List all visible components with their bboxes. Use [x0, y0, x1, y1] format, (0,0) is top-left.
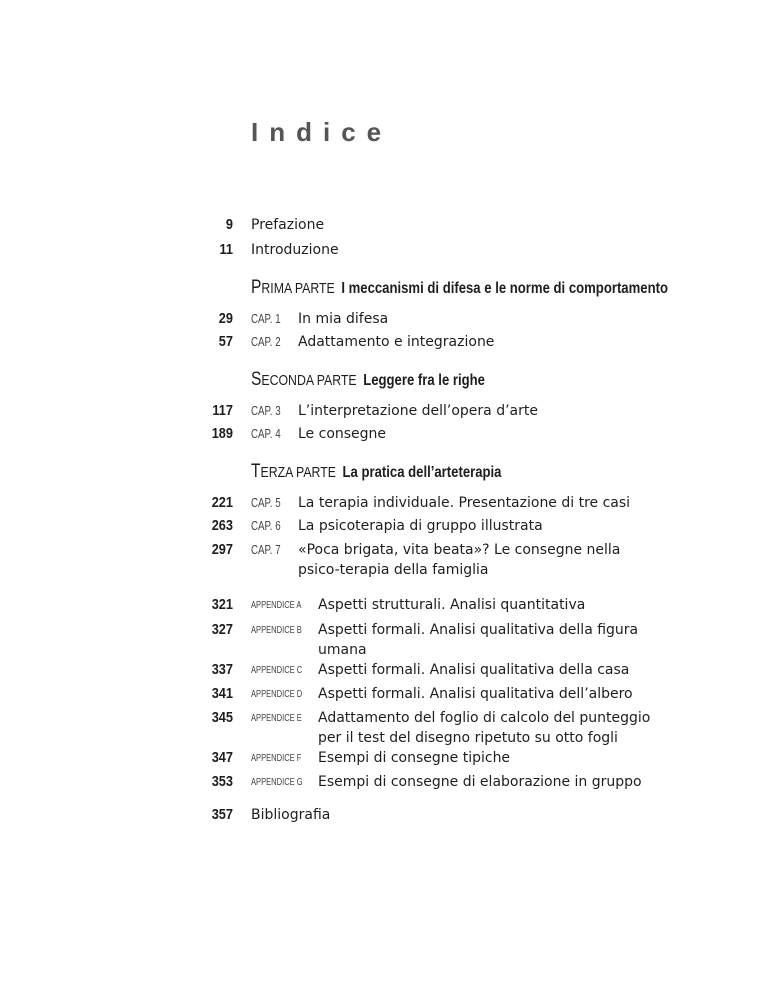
chapter-label: CAP. 6: [251, 519, 281, 533]
page-number: 221: [211, 495, 233, 511]
page-number: 29: [218, 311, 233, 327]
appendix-label: APPENDICE A: [251, 599, 302, 611]
entry-title: Introduzione: [251, 242, 339, 258]
page-number: 11: [219, 242, 233, 258]
entry-title: Prefazione: [251, 217, 325, 233]
entry-title: L’interpretazione dell’opera d’arte: [298, 403, 538, 419]
entry-title: La terapia individuale. Presentazione di tre casi: [298, 495, 631, 511]
part-label: SECONDA PARTE: [251, 369, 357, 390]
entry-title: Adattamento e integrazione: [298, 334, 495, 350]
entry-title: La psicoterapia di gruppo illustrata: [298, 518, 543, 534]
chapter-label: CAP. 2: [251, 335, 281, 349]
page-number: 189: [211, 426, 233, 442]
part-title: La pratica dell’arteterapia: [342, 464, 502, 481]
page-number: 353: [211, 774, 233, 790]
page-title: Indice: [251, 117, 393, 147]
page-number: 117: [212, 403, 233, 419]
entry-title: Adattamento del foglio di calcolo del punteggio per il test del disegno ripetuto su otto fogli: [318, 710, 651, 746]
chapter-label: CAP. 1: [251, 312, 281, 326]
entry-title: Esempi di consegne di elaborazione in gruppo: [318, 774, 642, 790]
page-number: 357: [211, 807, 233, 823]
page-number: 297: [211, 542, 233, 558]
part-heading-prima: [251, 277, 668, 299]
page-number: 327: [211, 622, 233, 638]
appendix-label: APPENDICE G: [251, 776, 303, 788]
entry-title: Aspetti formali. Analisi qualitativa della casa: [318, 662, 630, 678]
chapter-label: CAP. 4: [251, 427, 281, 441]
entry-title: Aspetti strutturali. Analisi quantitativa: [318, 597, 586, 613]
page-number: 337: [211, 662, 233, 678]
appendix-label: APPENDICE F: [251, 752, 302, 764]
entry-title: Aspetti formali. Analisi qualitativa dell’albero: [318, 686, 633, 702]
entry-title: Aspetti formali. Analisi qualitativa della figura umana: [318, 622, 639, 658]
appendix-label: APPENDICE D: [251, 688, 303, 700]
part-label: TERZA PARTE: [251, 461, 336, 482]
page-number: 57: [218, 334, 233, 350]
part-label: PRIMA PARTE: [251, 277, 335, 298]
page-number: 347: [211, 750, 233, 766]
part-title: Leggere fra le righe: [363, 372, 485, 389]
part-title: I meccanismi di difesa e le norme di comportamento: [341, 280, 668, 297]
appendix-label: APPENDICE B: [251, 624, 302, 636]
page-number: 345: [211, 710, 233, 726]
entry-title: Bibliografia: [251, 807, 331, 823]
page-number: 321: [211, 597, 233, 613]
page-number: 263: [211, 518, 233, 534]
page-number: 9: [225, 217, 233, 233]
entry-title: Le consegne: [298, 426, 387, 442]
entry-title: «Poca brigata, vita beata»? Le consegne nella psico-terapia della famiglia: [298, 542, 621, 578]
appendix-label: APPENDICE C: [251, 664, 303, 676]
chapter-label: CAP. 7: [251, 543, 281, 557]
page-number: 341: [211, 686, 233, 702]
chapter-label: CAP. 5: [251, 496, 281, 510]
chapter-label: CAP. 3: [251, 404, 281, 418]
entry-title: In mia difesa: [298, 311, 389, 327]
part-heading-seconda: [251, 369, 485, 391]
appendix-label: APPENDICE E: [251, 712, 302, 724]
entry-title: Esempi di consegne tipiche: [318, 750, 511, 766]
part-heading-terza: [251, 461, 501, 483]
